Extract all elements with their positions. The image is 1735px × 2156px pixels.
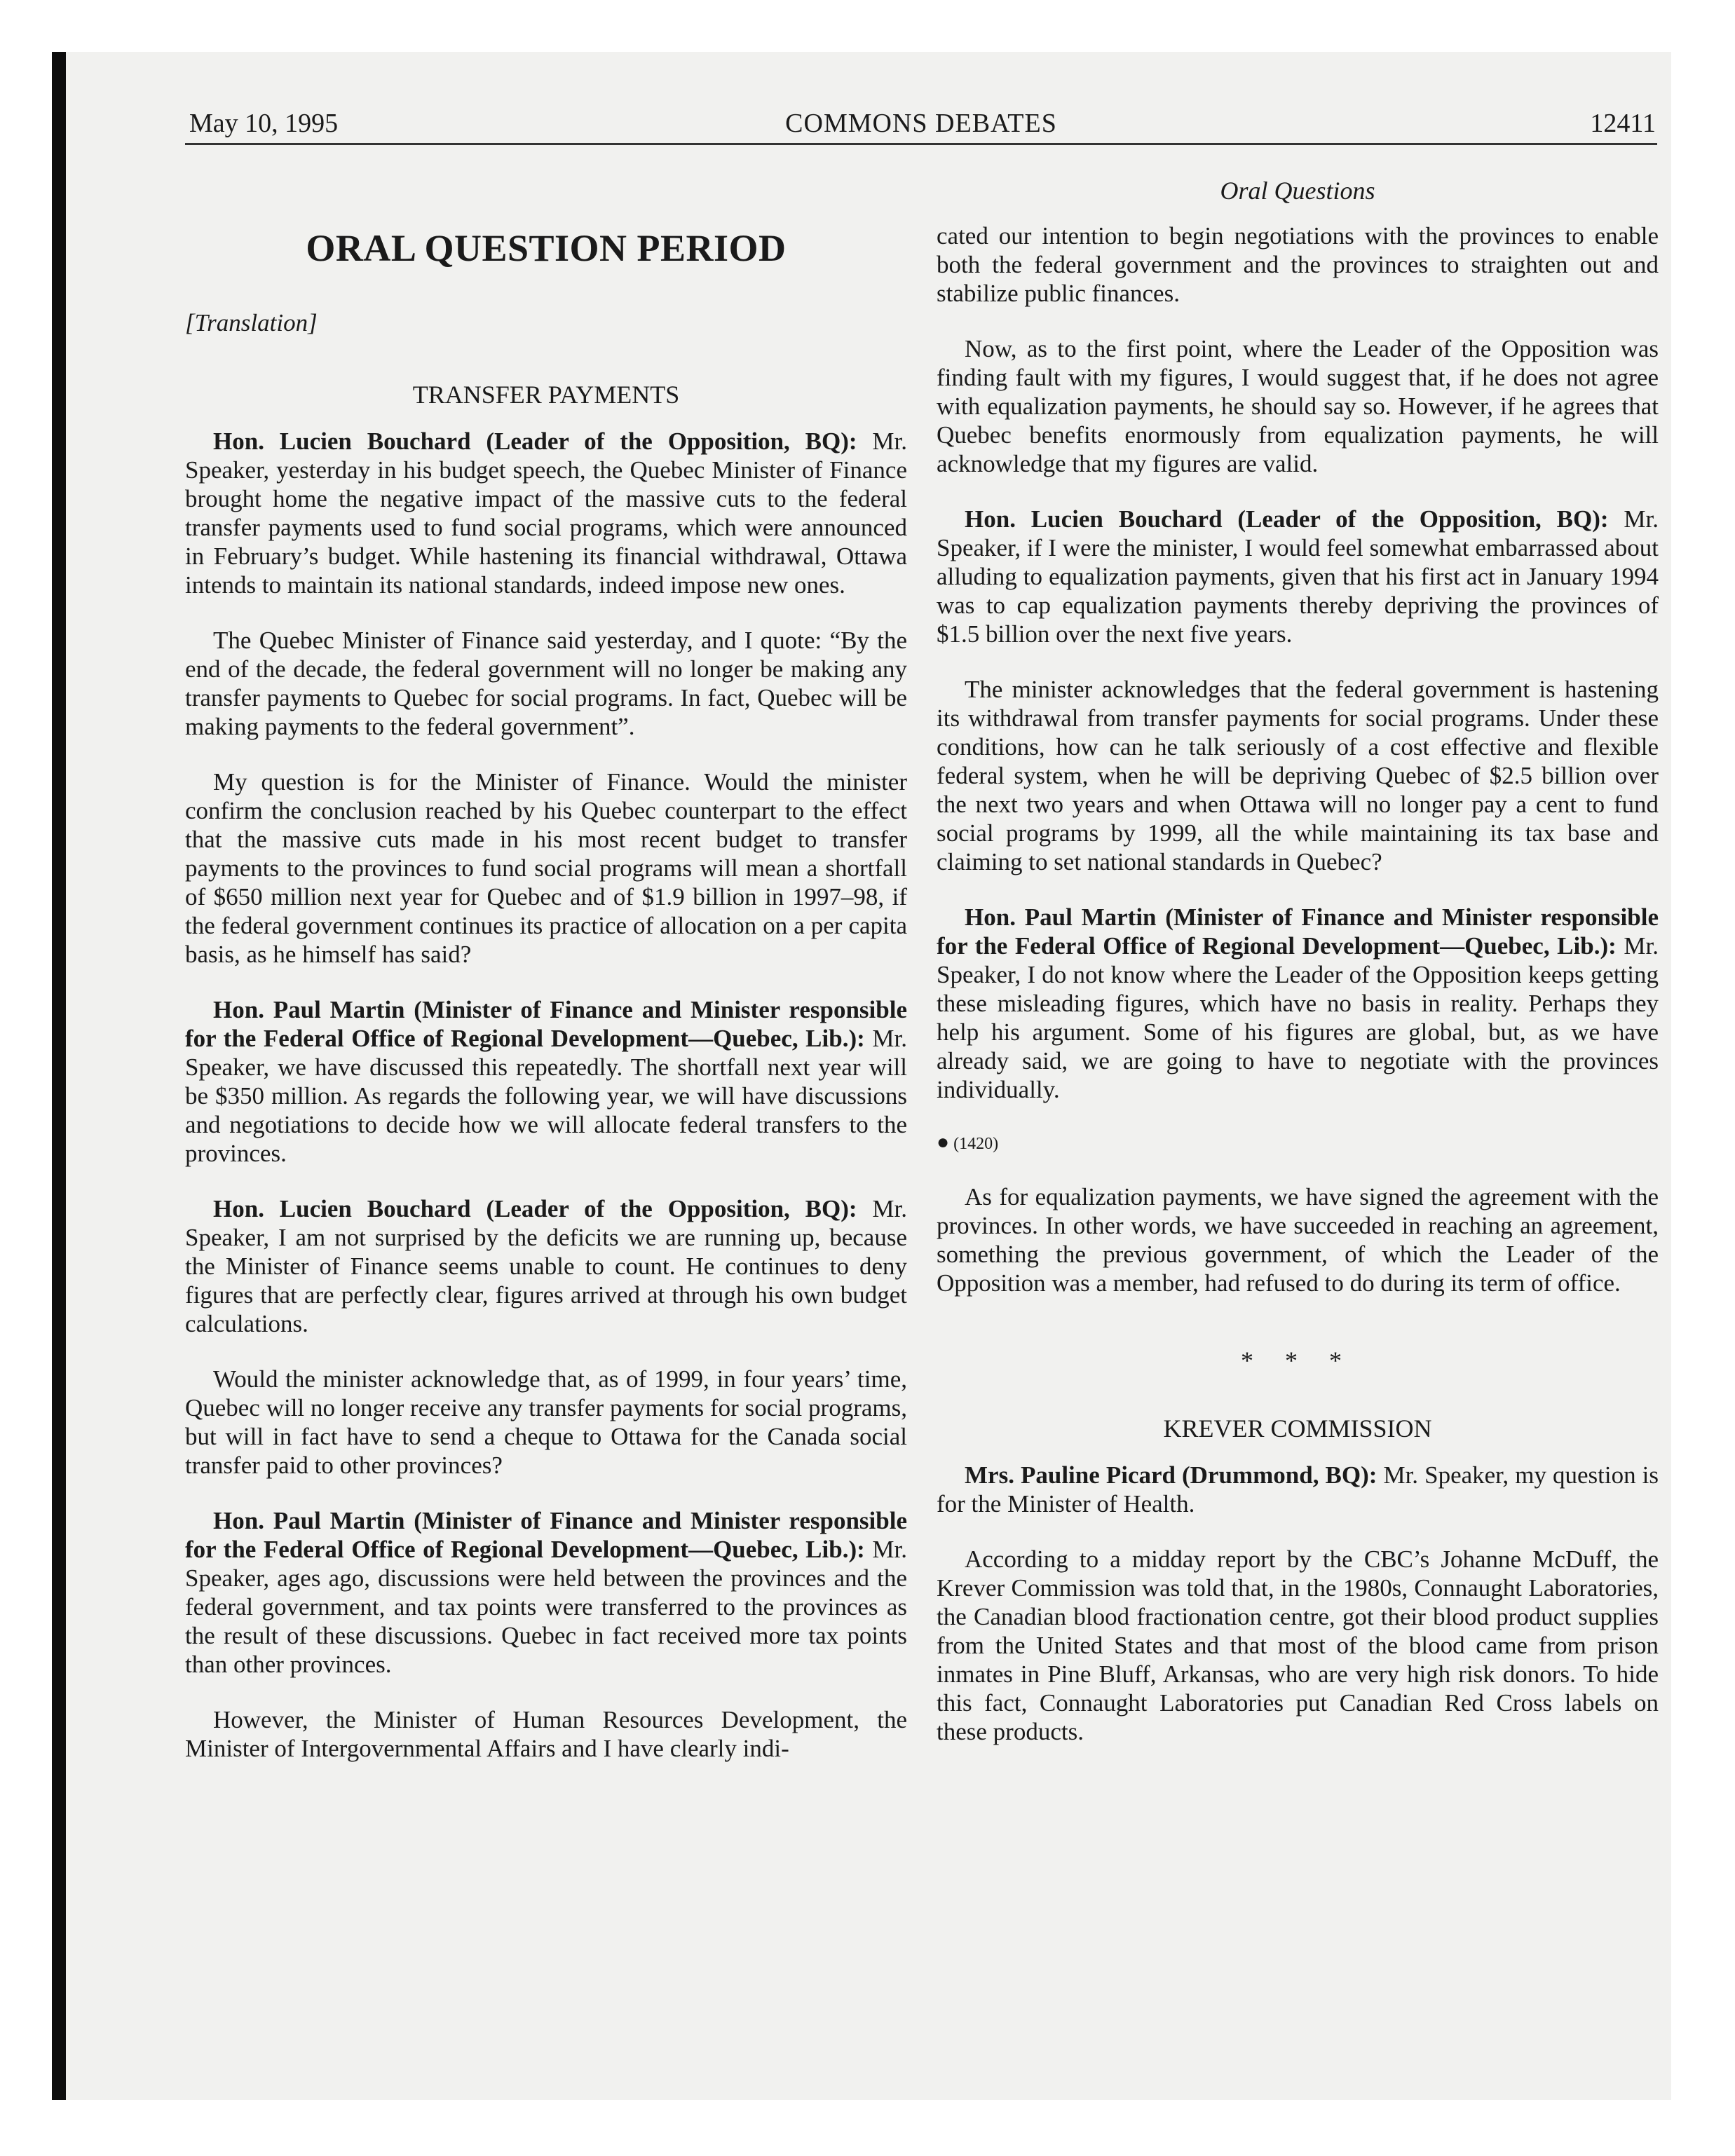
scan-border [52,52,66,2100]
speaker-name: Mrs. Pauline Picard (Drummond, BQ): [965,1461,1377,1489]
paragraph [937,334,1659,478]
paragraph [185,626,907,741]
paragraph [937,1461,1659,1518]
paragraph [185,1194,907,1338]
speaker-name: Hon. Lucien Bouchard (Leader of the Opposition, BQ): [213,1195,857,1222]
right-column [937,161,1659,1746]
paragraph [185,1506,907,1679]
paragraph [185,767,907,969]
paragraph-text: Mr. Speaker, I do not know where the Leader of the Opposition keeps getting these misleading figures, which have no basis in reality. Perhaps they help his argument. Some of his figures are global, but, as we have already said, we are going to have to negotiate with the provinces individually. [937,932,1659,1103]
paragraph-text: Would the minister acknowledge that, as of 1999, in four years’ time, Quebec will no longer receive any transfer payments for social programs, but will in fact have to send a cheque to Ottawa for the Canada social transfer paid to other provinces? [185,1365,907,1479]
paragraph-text: Mr. Speaker, yesterday in his budget speech, the Quebec Minister of Finance brought home the negative impact of the massive cuts to the federal transfer payments used to fund social programs, which were announced in February’s budget. While hastening its financial withdrawal, Ottawa intends to maintain its national standards, indeed impose new ones. [185,428,907,599]
paragraph-text: My question is for the Minister of Finance. Would the minister confirm the conclusion reached by his Quebec counterpart to the effect that the massive cuts made in his most recent budget to transfer payments to the provinces to fund social programs will mean a shortfall of $650 million next year for Quebec and of $1.9 billion in 1997–98, if the federal government continues its practice of allocation on a per capita basis, as he himself has said? [185,768,907,968]
speaker-name: Hon. Lucien Bouchard (Leader of the Opposition, BQ): [965,505,1609,533]
paragraph-text: The minister acknowledges that the federal government is hastening its withdrawal from transfer payments for social programs. Under these conditions, how can he talk seriously of a cost effective and flexible federal system, when he will be depriving Quebec of $2.5 billion over the next two years and when Ottawa will no longer pay a cent to fund social programs by 1999, all the while maintaining its tax base and claiming to set national standards in Quebec? [937,676,1659,875]
translation-note: [Translation] [185,309,318,336]
running-header [185,104,1657,145]
paragraph-text: The Quebec Minister of Finance said yesterday, and I quote: “By the end of the decade, the federal government will no longer be making any transfer payments to Quebec for social programs. In fact, Quebec will be making payments to the federal government”. [185,627,907,740]
section-title: ORAL QUESTION PERIOD [306,227,787,269]
paragraph-text: However, the Minister of Human Resources Development, the Minister of Intergovernmental Affairs and I have clearly indi- [185,1706,907,1762]
left-column [185,161,907,1763]
paragraph [185,1365,907,1480]
header-date: May 10, 1995 [189,109,339,138]
speaker-name: Hon. Paul Martin (Minister of Finance and Minister responsible for the Federal Office of Regional Development—Quebec, Lib.): [185,996,907,1052]
paragraph-text: As for equalization payments, we have signed the agreement with the provinces. In other words, we have succeeded in reaching an agreement, something the previous government, of which the Leader of the Opposition was a member, had refused to do during its term of office. [937,1183,1659,1297]
subheading-transfer-payments: TRANSFER PAYMENTS [412,381,680,409]
paragraph [185,1705,907,1763]
running-subtitle: Oral Questions [1220,177,1375,205]
time-marker [937,1128,1659,1159]
speaker-name: Hon. Paul Martin (Minister of Finance and Minister responsible for the Federal Office of Regional Development—Quebec, Lib.): [937,903,1659,960]
paragraph-text: Mr. Speaker, if I were the minister, I would feel somewhat embarrassed about alluding to equalization payments, given that his first act in January 1994 was to cap equalization payments thereby depriving the provinces of $1.5 billion over the next five years. [937,505,1659,648]
paragraph-text: Mr. Speaker, my question is for the Minister of Health. [937,1461,1659,1517]
header-page-number: 12411 [1590,109,1656,138]
paragraph-text: Now, as to the first point, where the Leader of the Opposition was finding fault with my figures, I would suggest that, if he does not agree with equalization payments, he should say so. However, if he agrees that Quebec benefits enormously from equalization payments, he will acknowledge that my figures are valid. [937,335,1659,477]
paragraph-text: Mr. Speaker, we have discussed this repeatedly. The shortfall next year will be $350 million. As regards the following year, we will have discussions and negotiations to decide how we will allocate federal transfers to the provinces. [185,1025,907,1167]
speaker-name: Hon. Paul Martin (Minister of Finance and Minister responsible for the Federal Office of Regional Development—Quebec, Lib.): [185,1507,907,1563]
paragraph [185,995,907,1168]
speaker-name: Hon. Lucien Bouchard (Leader of the Opposition, BQ): [213,428,857,455]
paragraph-text: Mr. Speaker, ages ago, discussions were held between the provinces and the federal government, and tax points were transferred to the provinces as the result of these discussions. Quebec in fact received more tax points than other provinces. [185,1536,907,1678]
paragraph-text: According to a midday report by the CBC’s Johanne McDuff, the Krever Commission was told that, in the 1980s, Connaught Laboratories, the Canadian blood fractionation centre, got their blood product supplies from the United States and that most of the blood came from prison inmates in Pine Bluff, Arkansas, who are very high risk donors. To hide this fact, Connaught Laboratories put Canadian Red Cross labels on these products. [937,1546,1659,1745]
header-journal-title: COMMONS DEBATES [785,109,1057,138]
time-stamp: (1420) [953,1135,999,1153]
subheading-krever-commission: KREVER COMMISSION [1163,1414,1432,1442]
paragraph [937,1182,1659,1297]
bullet-icon: ● [937,1131,950,1154]
paragraph [937,505,1659,648]
paragraph [937,903,1659,1104]
paragraph [937,221,1659,308]
paragraph [937,675,1659,876]
paragraph [185,427,907,599]
paragraph [937,1545,1659,1746]
paragraph-text: Mr. Speaker, I am not surprised by the deficits we are running up, because the Minister of Finance seems unable to count. He continues to deny figures that are perfectly clear, figures arrived at through his own budget calculations. [185,1195,907,1337]
section-separator: * * * [1241,1346,1354,1374]
paragraph-text: cated our intention to begin negotiations with the provinces to enable both the federal government and the provinces to straighten out and stabilize public finances. [937,222,1659,307]
